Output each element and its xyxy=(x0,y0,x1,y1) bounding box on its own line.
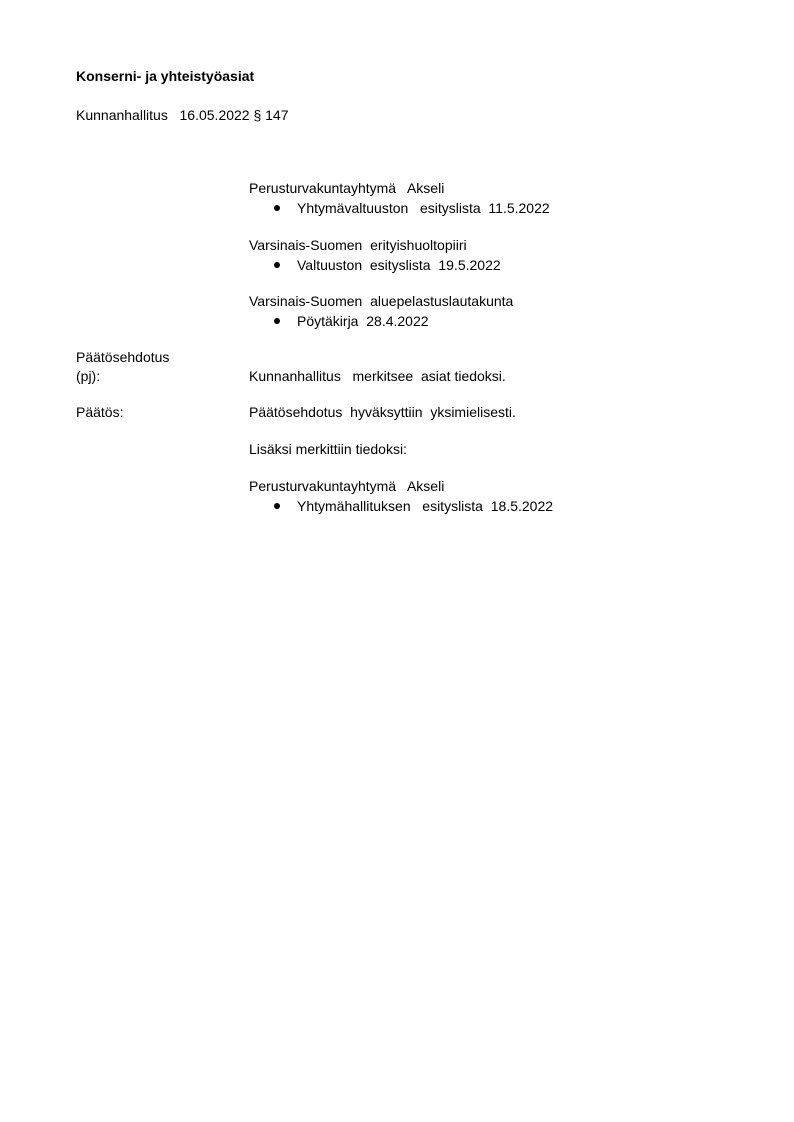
organization-name: Varsinais-Suomen erityishuoltopiiri xyxy=(249,237,467,253)
proposal-text: Kunnanhallitus merkitsee asiat tiedoksi. xyxy=(249,368,506,384)
agenda-item-2 xyxy=(249,236,501,274)
organization-name: Perusturvakuntayhtymä Akseli xyxy=(249,180,445,196)
organization-name: Varsinais-Suomen aluepelastuslautakunta xyxy=(249,293,514,309)
additional-note: Lisäksi merkittiin tiedoksi: xyxy=(249,441,407,457)
bullet-icon xyxy=(274,503,280,509)
bullet-icon xyxy=(274,205,280,211)
meeting-reference: Kunnanhallitus 16.05.2022 § 147 xyxy=(76,107,289,123)
agenda-item-1 xyxy=(249,179,550,217)
decision-label: Päätös: xyxy=(76,404,124,420)
proposal-label-line2: (pj): xyxy=(76,368,101,384)
agenda-item-3 xyxy=(249,292,513,330)
document-heading: Konserni- ja yhteistyöasiat xyxy=(76,68,255,84)
list-item xyxy=(249,312,513,330)
bullet-icon xyxy=(274,262,280,268)
list-item-text: Valtuuston esityslista 19.5.2022 xyxy=(297,257,501,273)
list-item-text: Pöytäkirja 28.4.2022 xyxy=(297,313,429,329)
additional-item xyxy=(249,477,553,515)
list-item xyxy=(249,256,501,274)
list-item xyxy=(249,199,550,217)
organization-name: Perusturvakuntayhtymä Akseli xyxy=(249,478,445,494)
proposal-label-line1: Päätösehdotus xyxy=(76,349,170,365)
list-item-text: Yhtymähallituksen esityslista 18.5.2022 xyxy=(297,498,554,514)
bullet-icon xyxy=(274,318,280,324)
list-item xyxy=(249,497,553,515)
decision-text: Päätösehdotus hyväksyttiin yksimielisesti. xyxy=(249,404,516,420)
list-item-text: Yhtymävaltuuston esityslista 11.5.2022 xyxy=(297,200,550,216)
